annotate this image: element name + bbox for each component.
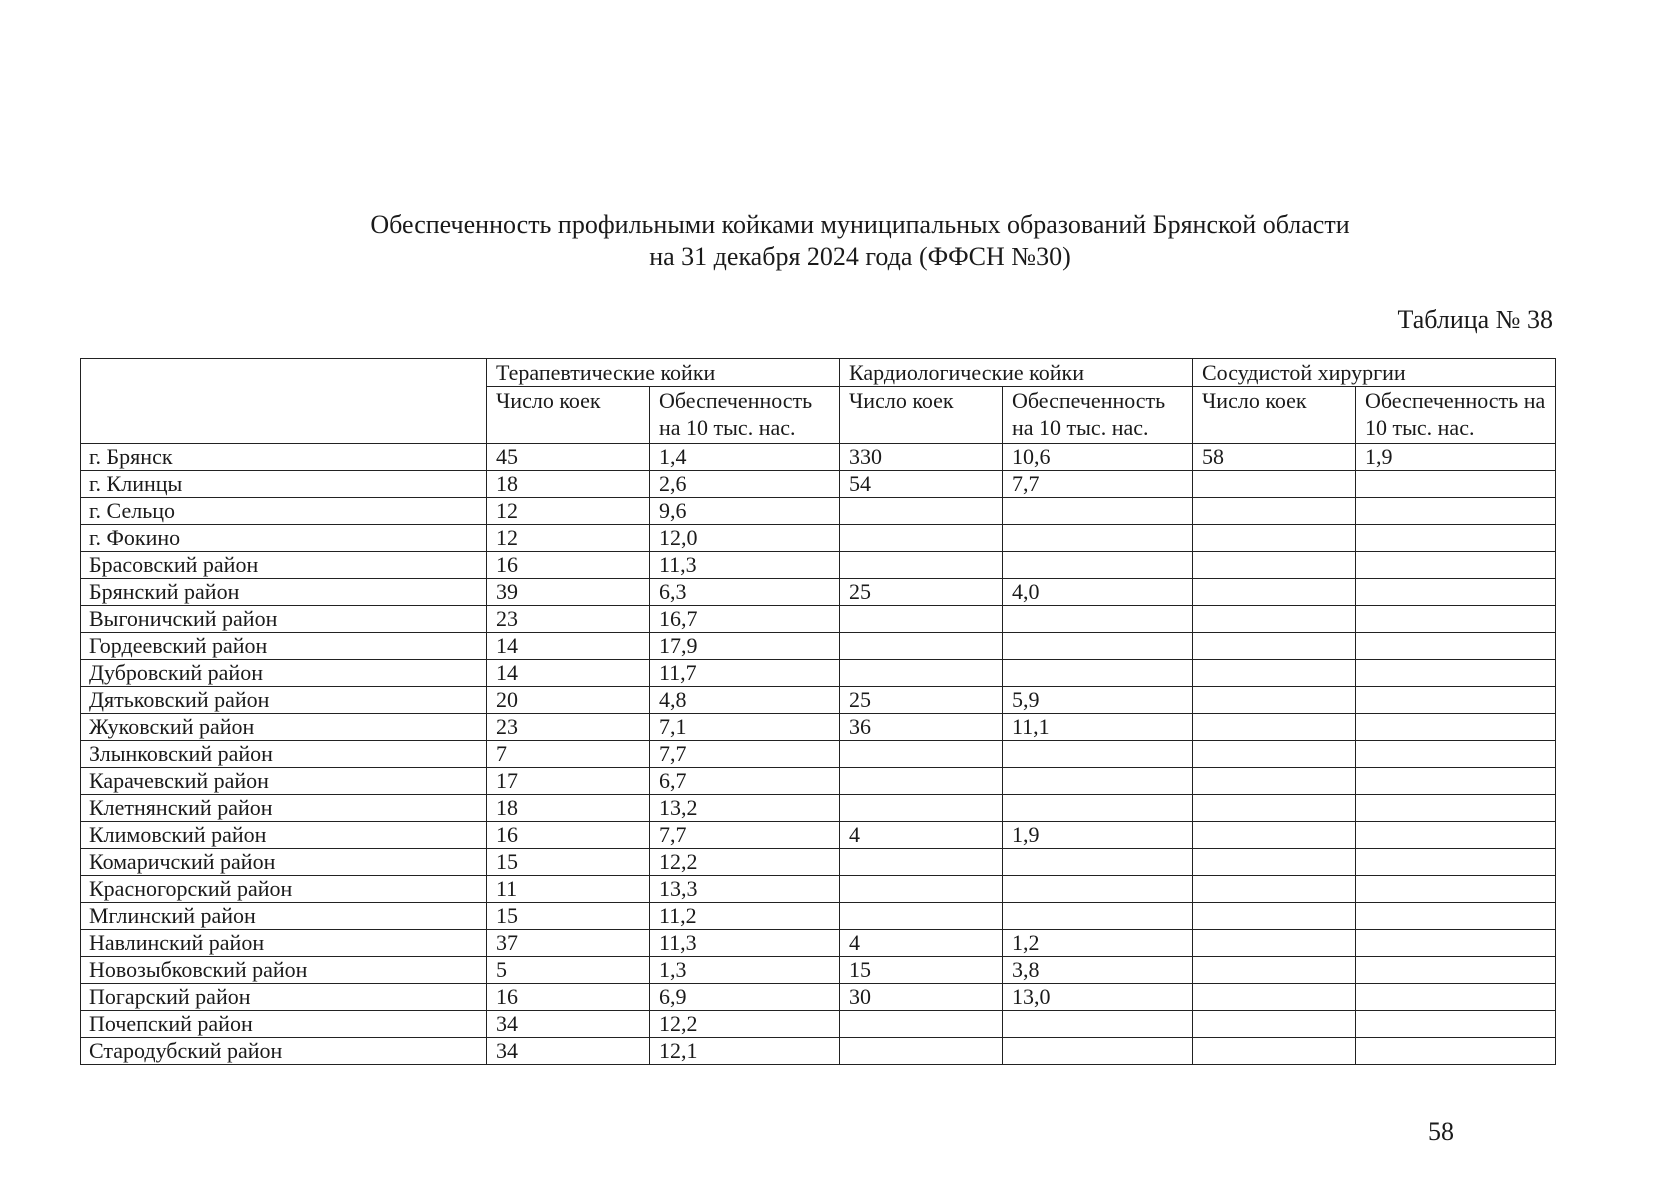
- table-row: [81, 1011, 1556, 1038]
- vascular-count-cell: [1193, 768, 1356, 795]
- municipality-cell: г. Фокино: [81, 525, 487, 552]
- vascular-rate-cell: [1356, 822, 1556, 849]
- therapeutic-rate-cell: 12,2: [650, 849, 840, 876]
- vascular-rate-cell: [1356, 741, 1556, 768]
- cardiology-rate-cell: 11,1: [1003, 714, 1193, 741]
- vascular-rate-cell: [1356, 1011, 1556, 1038]
- table-row: [81, 660, 1556, 687]
- group-header-row: [81, 359, 1556, 387]
- vascular-rate-cell: [1356, 660, 1556, 687]
- table-row: [81, 687, 1556, 714]
- therapeutic-count-cell: 23: [487, 606, 650, 633]
- title-line-2: на 31 декабря 2024 года (ФФСН №30): [649, 242, 1071, 271]
- therapeutic-count-cell: 45: [487, 444, 650, 471]
- cardiology-rate-cell: [1003, 903, 1193, 930]
- vascular-rate-cell: [1356, 1038, 1556, 1065]
- therapeutic-rate-cell: 11,3: [650, 552, 840, 579]
- table-row: [81, 984, 1556, 1011]
- table-row: [81, 633, 1556, 660]
- therapeutic-count-cell: 18: [487, 795, 650, 822]
- table-row: [81, 444, 1556, 471]
- vascular-count-cell: [1193, 687, 1356, 714]
- vascular-count-cell: [1193, 471, 1356, 498]
- cardiology-count-cell: [840, 768, 1003, 795]
- therapeutic-count-cell: 17: [487, 768, 650, 795]
- table-row: [81, 930, 1556, 957]
- therapeutic-count-cell: 16: [487, 552, 650, 579]
- therapeutic-rate-cell: 4,8: [650, 687, 840, 714]
- cardiology-count-cell: [840, 660, 1003, 687]
- therapeutic-rate-cell: 7,7: [650, 741, 840, 768]
- cardiology-count-cell: [840, 741, 1003, 768]
- vascular-count-cell: [1193, 822, 1356, 849]
- municipality-cell: Комаричский район: [81, 849, 487, 876]
- municipality-cell: Выгоничский район: [81, 606, 487, 633]
- therapeutic-count-cell: 12: [487, 525, 650, 552]
- vascular-count-cell: [1193, 633, 1356, 660]
- title-line-1: Обеспеченность профильными койками муниципальных образований Брянской области: [370, 210, 1350, 239]
- table-row: [81, 957, 1556, 984]
- therapeutic-rate-cell: 11,7: [650, 660, 840, 687]
- municipality-cell: Карачевский район: [81, 768, 487, 795]
- cardiology-rate-cell: 3,8: [1003, 957, 1193, 984]
- municipality-cell: Брянский район: [81, 579, 487, 606]
- vascular-count-cell: [1193, 849, 1356, 876]
- therapeutic-rate-cell: 13,3: [650, 876, 840, 903]
- therapeutic-count-cell: 14: [487, 660, 650, 687]
- cardiology-rate-cell: 5,9: [1003, 687, 1193, 714]
- vascular-count-cell: [1193, 660, 1356, 687]
- cardiology-rate-cell: 4,0: [1003, 579, 1193, 606]
- vascular-rate-cell: [1356, 984, 1556, 1011]
- cardiology-count-cell: 15: [840, 957, 1003, 984]
- municipality-cell: Гордеевский район: [81, 633, 487, 660]
- subheader-therapeutic-count: Число коек: [487, 387, 650, 444]
- table-row: [81, 741, 1556, 768]
- vascular-rate-cell: [1356, 552, 1556, 579]
- group-header-cardiology: Кардиологические койки: [840, 359, 1193, 387]
- vascular-rate-cell: [1356, 957, 1556, 984]
- vascular-count-cell: [1193, 1038, 1356, 1065]
- cardiology-count-cell: [840, 552, 1003, 579]
- vascular-rate-cell: [1356, 714, 1556, 741]
- municipality-cell: г. Клинцы: [81, 471, 487, 498]
- cardiology-count-cell: [840, 498, 1003, 525]
- therapeutic-rate-cell: 7,7: [650, 822, 840, 849]
- cardiology-rate-cell: [1003, 795, 1193, 822]
- cardiology-rate-cell: [1003, 1011, 1193, 1038]
- cardiology-rate-cell: [1003, 1038, 1193, 1065]
- table-row: [81, 795, 1556, 822]
- cardiology-count-cell: [840, 1011, 1003, 1038]
- vascular-rate-cell: [1356, 768, 1556, 795]
- therapeutic-rate-cell: 12,1: [650, 1038, 840, 1065]
- therapeutic-count-cell: 20: [487, 687, 650, 714]
- vascular-rate-cell: 1,9: [1356, 444, 1556, 471]
- therapeutic-count-cell: 39: [487, 579, 650, 606]
- therapeutic-rate-cell: 6,9: [650, 984, 840, 1011]
- vascular-count-cell: [1193, 957, 1356, 984]
- cardiology-count-cell: [840, 525, 1003, 552]
- municipality-cell: Почепский район: [81, 1011, 487, 1038]
- table-row: [81, 903, 1556, 930]
- vascular-rate-cell: [1356, 471, 1556, 498]
- cardiology-rate-cell: 7,7: [1003, 471, 1193, 498]
- municipality-cell: г. Брянск: [81, 444, 487, 471]
- cardiology-rate-cell: 1,9: [1003, 822, 1193, 849]
- table-row: [81, 1038, 1556, 1065]
- municipality-cell: Погарский район: [81, 984, 487, 1011]
- subheader-therapeutic-rate: Обеспеченность на 10 тыс. нас.: [650, 387, 840, 444]
- subheader-cardiology-rate: Обеспеченность на 10 тыс. нас.: [1003, 387, 1193, 444]
- therapeutic-rate-cell: 7,1: [650, 714, 840, 741]
- cardiology-count-cell: [840, 795, 1003, 822]
- vascular-rate-cell: [1356, 606, 1556, 633]
- therapeutic-count-cell: 18: [487, 471, 650, 498]
- cardiology-count-cell: [840, 606, 1003, 633]
- cardiology-count-cell: 36: [840, 714, 1003, 741]
- vascular-count-cell: [1193, 606, 1356, 633]
- subheader-cardiology-count: Число коек: [840, 387, 1003, 444]
- cardiology-rate-cell: [1003, 525, 1193, 552]
- municipality-cell: Клетнянский район: [81, 795, 487, 822]
- table-header: [81, 359, 1556, 444]
- therapeutic-count-cell: 37: [487, 930, 650, 957]
- municipality-cell: Дятьковский район: [81, 687, 487, 714]
- cardiology-count-cell: 54: [840, 471, 1003, 498]
- vascular-count-cell: [1193, 498, 1356, 525]
- group-header-therapeutic: Терапевтические койки: [487, 359, 840, 387]
- table-row: [81, 822, 1556, 849]
- cardiology-count-cell: 4: [840, 930, 1003, 957]
- therapeutic-count-cell: 7: [487, 741, 650, 768]
- beds-table: [80, 358, 1556, 1065]
- municipality-cell: Красногорский район: [81, 876, 487, 903]
- subheader-vascular-count: Число коек: [1193, 387, 1356, 444]
- therapeutic-rate-cell: 6,7: [650, 768, 840, 795]
- table-number: Таблица № 38: [1397, 305, 1553, 334]
- cardiology-count-cell: 25: [840, 687, 1003, 714]
- therapeutic-rate-cell: 17,9: [650, 633, 840, 660]
- vascular-rate-cell: [1356, 930, 1556, 957]
- therapeutic-count-cell: 16: [487, 984, 650, 1011]
- vascular-count-cell: [1193, 1011, 1356, 1038]
- vascular-count-cell: [1193, 525, 1356, 552]
- therapeutic-rate-cell: 16,7: [650, 606, 840, 633]
- cardiology-rate-cell: [1003, 660, 1193, 687]
- vascular-count-cell: [1193, 579, 1356, 606]
- vascular-rate-cell: [1356, 795, 1556, 822]
- therapeutic-rate-cell: 1,4: [650, 444, 840, 471]
- therapeutic-count-cell: 34: [487, 1038, 650, 1065]
- therapeutic-count-cell: 14: [487, 633, 650, 660]
- vascular-rate-cell: [1356, 579, 1556, 606]
- vascular-count-cell: [1193, 984, 1356, 1011]
- vascular-count-cell: [1193, 876, 1356, 903]
- document-title: [0, 209, 1677, 273]
- vascular-rate-cell: [1356, 687, 1556, 714]
- therapeutic-count-cell: 23: [487, 714, 650, 741]
- subheader-vascular-rate: Обеспеченность на 10 тыс. нас.: [1356, 387, 1556, 444]
- table-row: [81, 579, 1556, 606]
- therapeutic-rate-cell: 11,3: [650, 930, 840, 957]
- cardiology-rate-cell: 1,2: [1003, 930, 1193, 957]
- vascular-count-cell: [1193, 714, 1356, 741]
- cardiology-count-cell: [840, 633, 1003, 660]
- vascular-rate-cell: [1356, 633, 1556, 660]
- cardiology-rate-cell: 10,6: [1003, 444, 1193, 471]
- therapeutic-count-cell: 34: [487, 1011, 650, 1038]
- cardiology-count-cell: 4: [840, 822, 1003, 849]
- municipality-header-cell: [81, 359, 487, 444]
- municipality-cell: Навлинский район: [81, 930, 487, 957]
- therapeutic-rate-cell: 12,2: [650, 1011, 840, 1038]
- therapeutic-count-cell: 11: [487, 876, 650, 903]
- vascular-count-cell: [1193, 930, 1356, 957]
- cardiology-rate-cell: [1003, 768, 1193, 795]
- therapeutic-count-cell: 15: [487, 849, 650, 876]
- cardiology-rate-cell: [1003, 633, 1193, 660]
- vascular-count-cell: [1193, 795, 1356, 822]
- therapeutic-rate-cell: 11,2: [650, 903, 840, 930]
- table-row: [81, 525, 1556, 552]
- page-number: 58: [1428, 1117, 1454, 1146]
- cardiology-count-cell: [840, 1038, 1003, 1065]
- municipality-cell: Мглинский район: [81, 903, 487, 930]
- cardiology-rate-cell: [1003, 849, 1193, 876]
- therapeutic-rate-cell: 1,3: [650, 957, 840, 984]
- vascular-rate-cell: [1356, 876, 1556, 903]
- municipality-cell: Жуковский район: [81, 714, 487, 741]
- municipality-cell: Брасовский район: [81, 552, 487, 579]
- table-row: [81, 876, 1556, 903]
- cardiology-rate-cell: [1003, 606, 1193, 633]
- table-row: [81, 498, 1556, 525]
- vascular-rate-cell: [1356, 498, 1556, 525]
- municipality-cell: г. Сельцо: [81, 498, 487, 525]
- table-row: [81, 849, 1556, 876]
- cardiology-count-cell: 30: [840, 984, 1003, 1011]
- cardiology-rate-cell: [1003, 876, 1193, 903]
- table-body: [81, 444, 1556, 1065]
- therapeutic-count-cell: 12: [487, 498, 650, 525]
- therapeutic-rate-cell: 2,6: [650, 471, 840, 498]
- table-row: [81, 768, 1556, 795]
- municipality-cell: Стародубский район: [81, 1038, 487, 1065]
- cardiology-count-cell: [840, 876, 1003, 903]
- municipality-cell: Новозыбковский район: [81, 957, 487, 984]
- cardiology-count-cell: [840, 903, 1003, 930]
- therapeutic-count-cell: 5: [487, 957, 650, 984]
- vascular-count-cell: [1193, 741, 1356, 768]
- therapeutic-count-cell: 16: [487, 822, 650, 849]
- municipality-cell: Злынковский район: [81, 741, 487, 768]
- table-row: [81, 471, 1556, 498]
- vascular-count-cell: [1193, 903, 1356, 930]
- table-row: [81, 714, 1556, 741]
- vascular-rate-cell: [1356, 849, 1556, 876]
- municipality-cell: Дубровский район: [81, 660, 487, 687]
- therapeutic-rate-cell: 12,0: [650, 525, 840, 552]
- table-row: [81, 552, 1556, 579]
- therapeutic-rate-cell: 13,2: [650, 795, 840, 822]
- therapeutic-count-cell: 15: [487, 903, 650, 930]
- cardiology-rate-cell: [1003, 552, 1193, 579]
- vascular-rate-cell: [1356, 525, 1556, 552]
- vascular-rate-cell: [1356, 903, 1556, 930]
- therapeutic-rate-cell: 9,6: [650, 498, 840, 525]
- municipality-cell: Климовский район: [81, 822, 487, 849]
- vascular-count-cell: [1193, 552, 1356, 579]
- cardiology-rate-cell: 13,0: [1003, 984, 1193, 1011]
- cardiology-count-cell: 25: [840, 579, 1003, 606]
- cardiology-rate-cell: [1003, 741, 1193, 768]
- vascular-count-cell: 58: [1193, 444, 1356, 471]
- cardiology-rate-cell: [1003, 498, 1193, 525]
- table-row: [81, 606, 1556, 633]
- group-header-vascular-surgery: Сосудистой хирургии: [1193, 359, 1556, 387]
- cardiology-count-cell: [840, 849, 1003, 876]
- cardiology-count-cell: 330: [840, 444, 1003, 471]
- therapeutic-rate-cell: 6,3: [650, 579, 840, 606]
